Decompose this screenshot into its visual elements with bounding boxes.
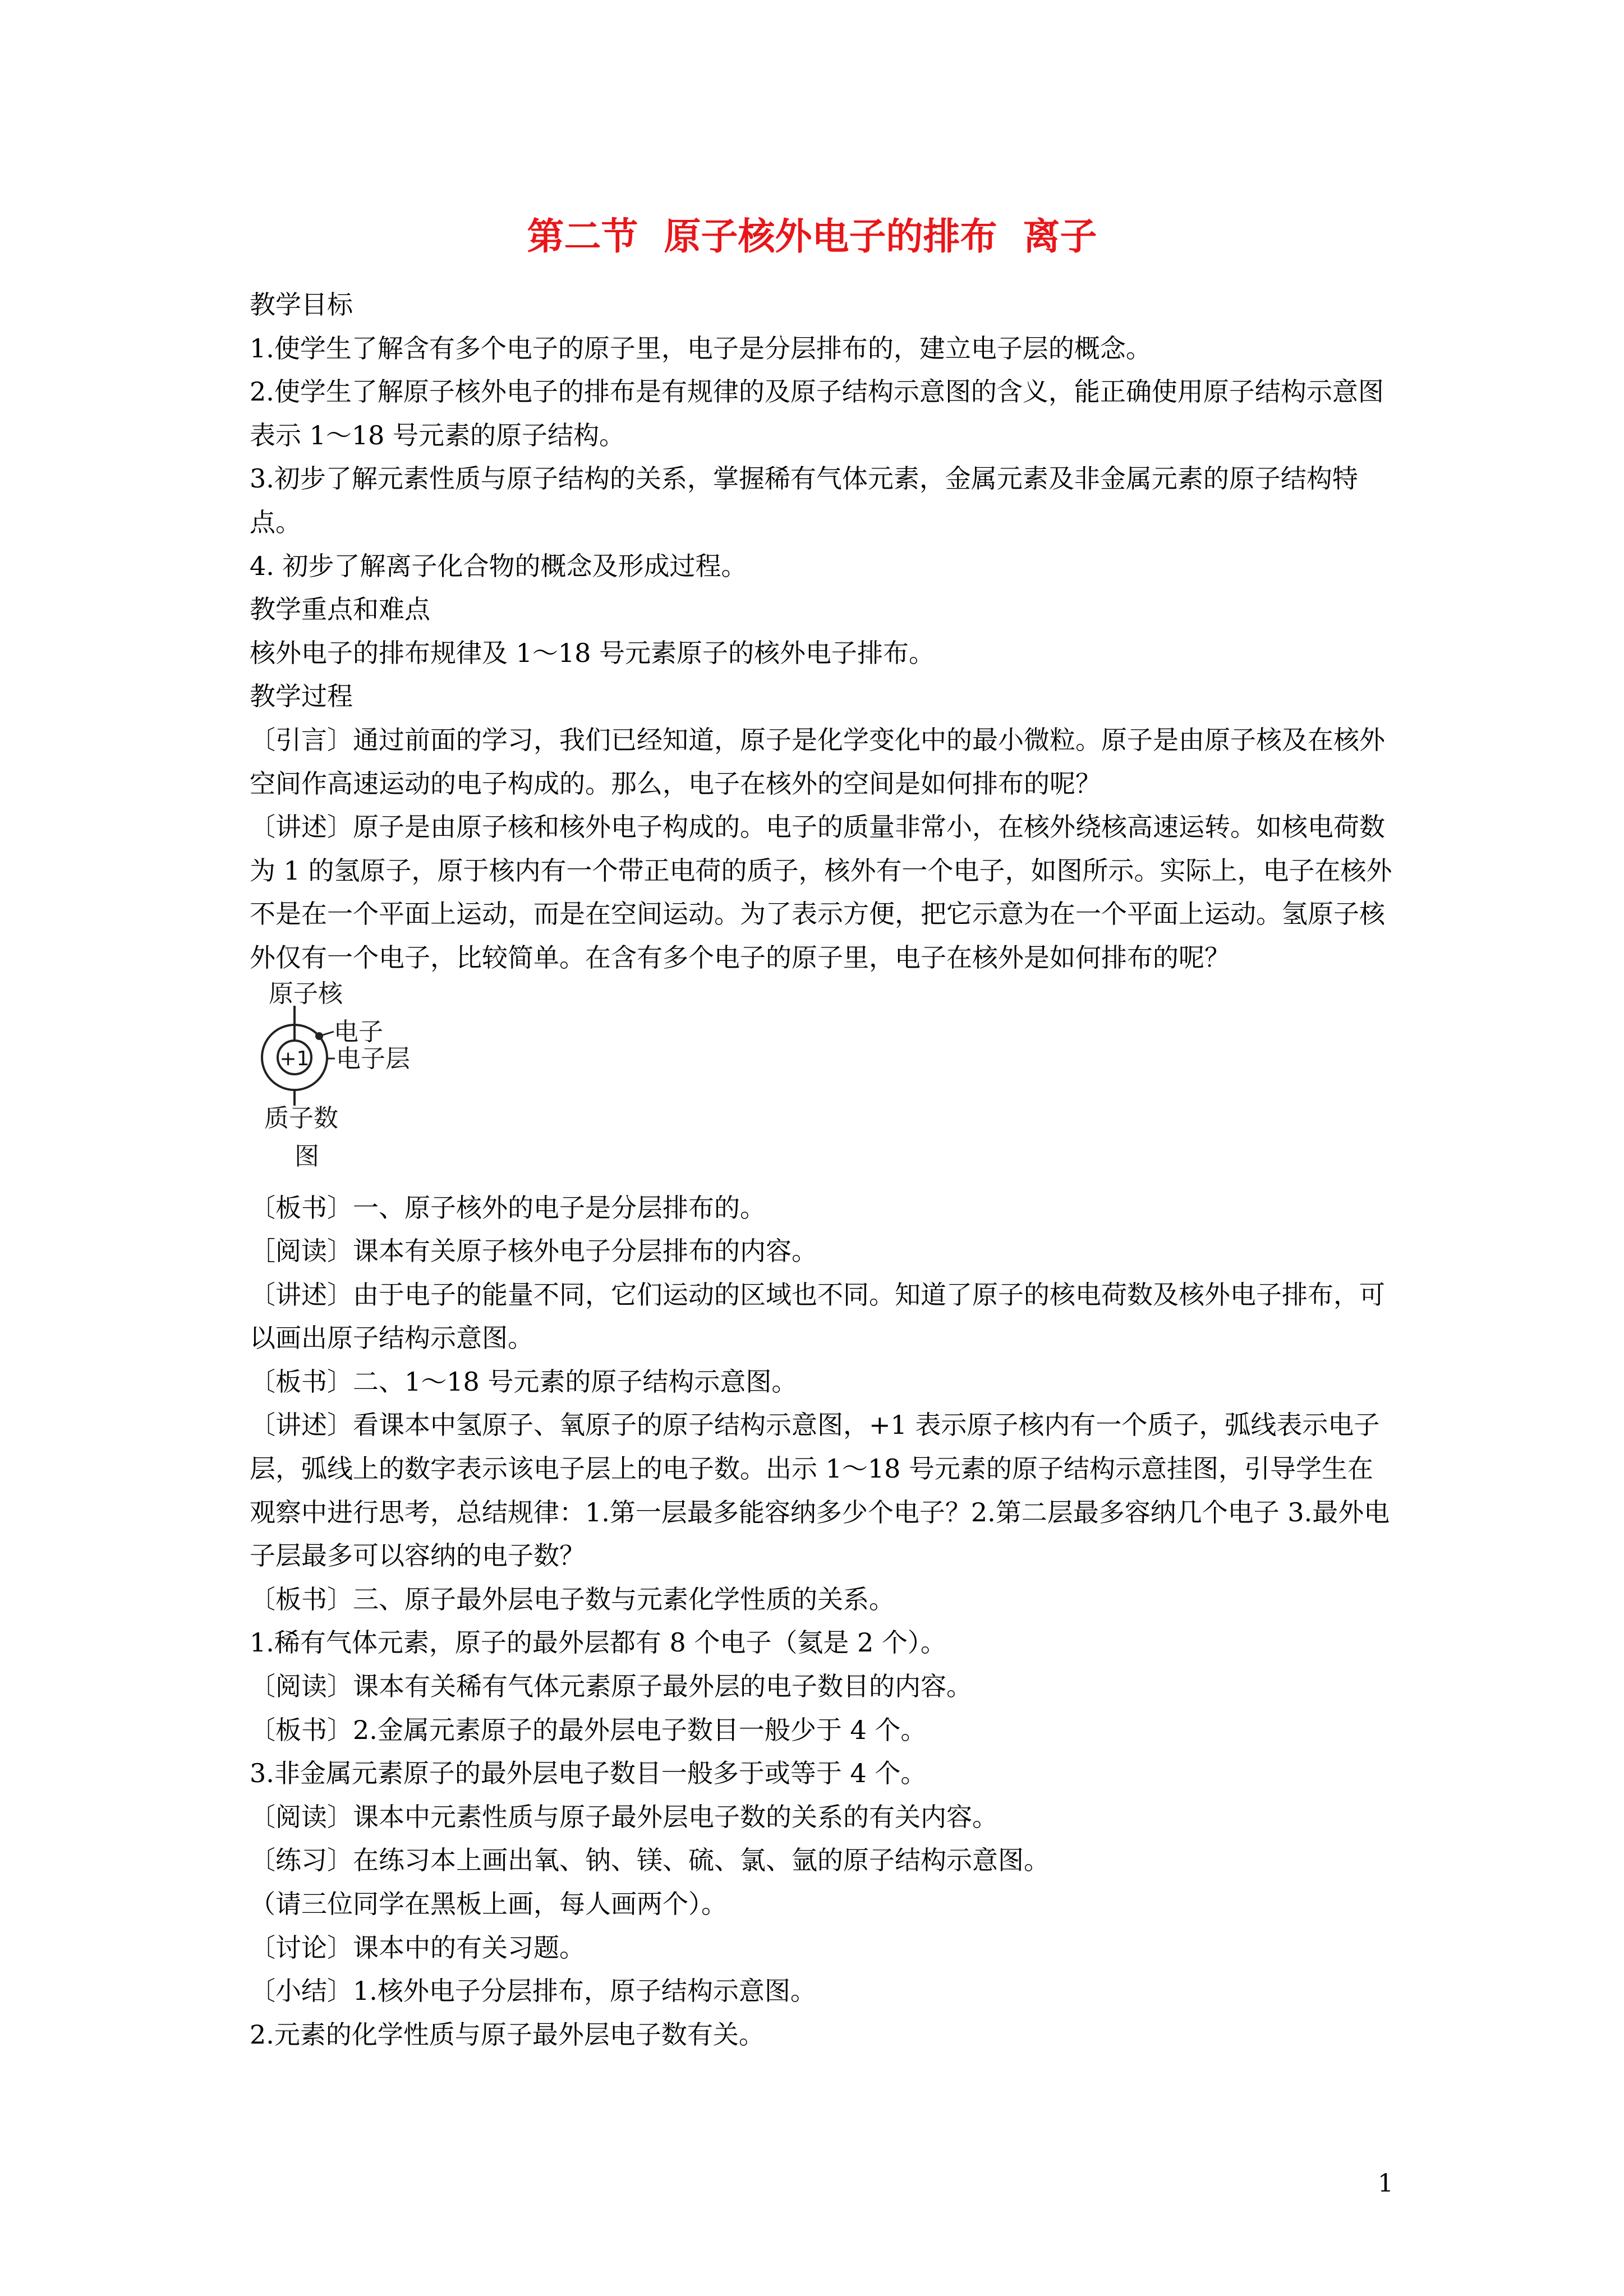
paragraph: 1.稀有气体元素，原子的最外层都有 8 个电子（氦是 2 个）。 (250, 1627, 946, 1658)
paragraph: 2.元素的化学性质与原子最外层电子数有关。 (250, 2019, 765, 2050)
electron-shell-label: 电子层 (336, 1044, 410, 1073)
proton-number-label: 质子数 (264, 1103, 338, 1133)
nucleus-label: 原子核 (269, 979, 343, 1008)
paragraph: 〔讲述〕看课本中氢原子、氧原子的原子结构示意图，+1 表示原子核内有一个质子，弧线表示电子层，弧线上的数字表示该电子层上的电子数。出示 1～18 号元素的原子结构示意挂图，引导学生在观察中进行思考，总结规律：1.第一层最多能容纳多少个电子？2.第二层最多容纳几个电子 3.最外电子层最多可以容纳的电子数？ (250, 1410, 1390, 1571)
figure-caption: 图 (295, 1142, 319, 1171)
paragraph: 〔讨论〕课本中的有关习题。 (250, 1932, 585, 1963)
paragraph: 1.使学生了解含有多个电子的原子里，电子是分层排布的，建立电子层的概念。 (250, 333, 1152, 364)
page-number: 1 (1378, 2169, 1393, 2198)
paragraph: 〔小结〕1.核外电子分层排布，原子结构示意图。 (250, 1976, 816, 2007)
paragraph: 〔讲述〕原子是由原子核和核外电子构成的。电子的质量非常小，在核外绕核高速运转。如核电荷数为 1 的氢原子，原于核内有一个带正电荷的质子，核外有一个电子，如图所示。实际上，电子在核外不是在一个平面上运动，而是在空间运动。为了表示方便，把它示意为在一个平面上运动。氢原子核外仅有一个电子，比较简单。在含有多个电子的原子里，电子在核外是如何排布的呢？ (250, 812, 1392, 973)
paragraph: 〔板书〕三、原子最外层电子数与元素化学性质的关系。 (250, 1584, 895, 1614)
paragraph: 3.初步了解元素性质与原子结构的关系，掌握稀有气体元素，金属元素及非金属元素的原子结构特点。 (250, 463, 1358, 537)
paragraph: 〔练习〕在练习本上画出氧、钠、镁、硫、氯、氩的原子结构示意图。 (250, 1845, 1050, 1876)
paragraph: 教学重点和难点 (250, 594, 430, 625)
paragraph: 〔板书〕二、1～18 号元素的原子结构示意图。 (250, 1366, 798, 1397)
paragraph: 教学过程 (250, 681, 353, 712)
paragraph: 核外电子的排布规律及 1～18 号元素原子的核外电子排布。 (250, 637, 935, 668)
document-body (250, 283, 1394, 2056)
paragraph: 〔引言〕通过前面的学习，我们已经知道，原子是化学变化中的最小微粒。原子是由原子核及在核外空间作高速运动的电子构成的。那么，电子在核外的空间是如何排布的呢？ (250, 724, 1385, 799)
paragraph: 〔板书〕一、原子核外的电子是分层排布的。 (250, 1192, 766, 1223)
electron-label: 电子 (334, 1017, 383, 1046)
paragraph: 4. 初步了解离子化合物的概念及形成过程。 (250, 550, 747, 581)
paragraph: ［阅读〕课本有关原子核外电子分层排布的内容。 (250, 1236, 817, 1267)
page-title: 第二节 原子核外电子的排布 离子 (527, 215, 1097, 258)
nucleus-charge: +1 (279, 1047, 310, 1070)
paragraph: 2.使学生了解原子核外电子的排布是有规律的及原子结构示意图的含义，能正确使用原子结构示意图表示 1～18 号元素的原子结构。 (250, 376, 1384, 450)
hydrogen-atom-diagram (250, 980, 564, 1186)
paragraph: （请三位同学在黑板上画，每人画两个）。 (250, 1889, 727, 1919)
paragraph: 〔讲述〕由于电子的能量不同，它们运动的区域也不同。知道了原子的核电荷数及核外电子排布，可以画出原子结构示意图。 (250, 1279, 1385, 1354)
paragraph: 〔阅读〕课本有关稀有气体元素原子最外层的电子数目的内容。 (250, 1671, 972, 1702)
paragraph: 3.非金属元素原子的最外层电子数目一般多于或等于 4 个。 (250, 1758, 927, 1789)
paragraph: 教学目标 (250, 289, 353, 320)
paragraph: 〔板书〕2.金属元素原子的最外层电子数目一般少于 4 个。 (250, 1714, 927, 1745)
paragraph: 〔阅读〕课本中元素性质与原子最外层电子数的关系的有关内容。 (250, 1801, 998, 1832)
